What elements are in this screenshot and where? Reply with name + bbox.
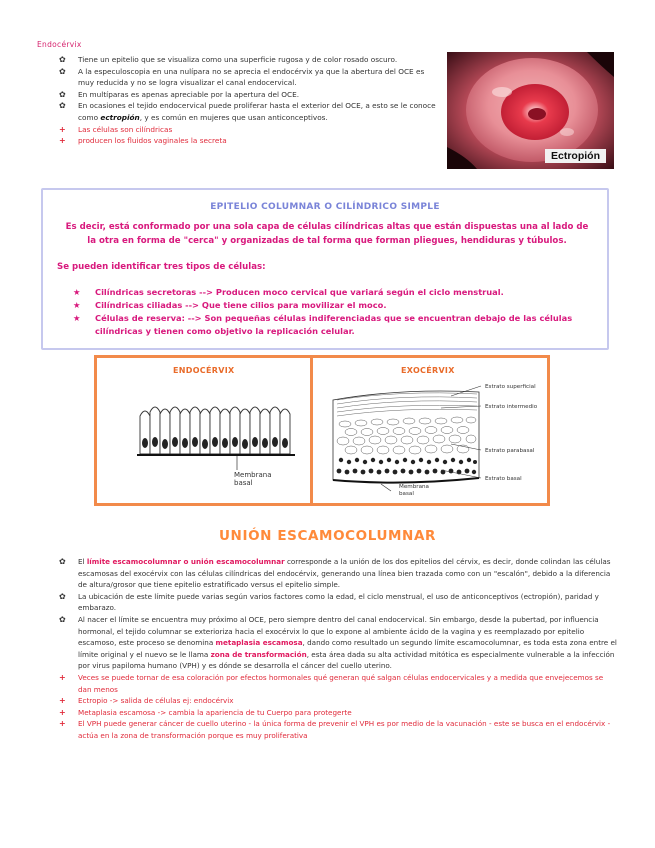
label-superficial: Estrato superficial <box>485 384 536 390</box>
flower-bullet-icon: ✿ <box>59 614 66 624</box>
red-note: + Ectropio -> salida de células ej: endocérvix <box>59 696 234 706</box>
star-bullet-icon: ★ <box>73 300 81 310</box>
label-basal: Estrato basal <box>485 476 522 482</box>
flower-bullet-icon: ✿ <box>59 557 66 566</box>
label-intermediate: Estrato intermedio <box>485 404 538 410</box>
flower-bullet-icon: ✿ <box>59 101 66 111</box>
junction-list <box>38 556 618 742</box>
list-item: ★ Cilíndricas ciliadas --> Que tiene cilios para movilizar el moco. <box>73 300 387 310</box>
figures-panel <box>94 355 550 506</box>
metaplasia-term: metaplasia escamosa <box>215 638 303 648</box>
transformation-zone-term: zona de transformación <box>210 649 307 659</box>
red-note: + producen los fluidos vaginales la secreta <box>59 136 227 146</box>
exocervix-figure-title: EXOCÉRVIX <box>401 366 455 375</box>
list-item: ✿ En ocasiones el tejido endocervical puede proliferar hasta el exterior del OCE, a esto se le conoce como ectropión, y es común en mujeres que usan anticonceptivos. <box>59 101 436 122</box>
columnar-epithelium-drawing <box>137 398 297 483</box>
flower-bullet-icon: ✿ <box>59 89 66 99</box>
flower-bullet-icon: ✿ <box>59 55 66 64</box>
section-title: UNIÓN ESCAMOCOLUMNAR <box>218 528 436 544</box>
basal-membrane-label-endo: Membrana basal <box>234 471 272 487</box>
red-note: + Las células son cilíndricas <box>59 124 173 134</box>
list-item: ✿ Al nacer el límite se encuentra muy próximo al OCE, pero siempre dentro del canal endocervical. Sin embargo, desde la pubertad, por influencia hormonal, el tejido columnar se exterioriza hacia el exocérvix lo que lo expone al ambiente ácido de la vagina y es reemplazado por epitelio escamoso, este proceso se denomina metaplasia escamosa, dando como resultado un segundo límite escamocolumnar, es toda esta zona entre el límite original y el nuevo se le llama zona de transformación, esta área dada su alta actividad mitótica es especialmente vulnerable a la infección por virus papiloma humano (VPH) y es dónde se desarrolla el cáncer del cuello uterino. <box>59 614 617 671</box>
list-item: ✿ A la especuloscopia en una nulípara no se aprecia el endocérvix ya que la abertura del OCE es muy reducida y no se logra visualizar el canal endocervical. <box>59 66 425 88</box>
list-item: ★ Cilíndricas secretoras --> Producen moco cervical que variará según el ciclo menstrual. <box>73 287 504 297</box>
ectropion-photo <box>447 52 614 169</box>
intro-list <box>38 54 438 147</box>
list-item: ✿ La ubicación de este límite puede varias según varios factores como la edad, el ciclo menstrual, el uso de anticonceptivos (ectropión), paridad y embarazo. <box>59 591 599 613</box>
photo-caption: Ectropión <box>545 149 606 163</box>
plus-bullet-icon: + <box>59 672 66 682</box>
list-item: ✿ Tiene un epitelio que se visualiza como una superficie rugosa y de color rosado oscuro. <box>59 55 398 64</box>
plus-bullet-icon: + <box>59 707 66 717</box>
panel-divider <box>310 358 313 503</box>
page-header: Endocérvix <box>37 40 82 49</box>
plus-bullet-icon: + <box>59 136 66 146</box>
red-note: + El VPH puede generar cáncer de cuello uterino - la única forma de prevenir el VPH es por medio de la vacunación - este se busca en el endocérvix - actúa en la zona de transformación porque es muy proliferativa <box>59 719 611 740</box>
plus-bullet-icon: + <box>59 124 66 134</box>
plus-bullet-icon: + <box>59 719 66 729</box>
red-note: + Veces se puede tornar de esa coloración por efectos hormonales qué generan qué salgan células endocervicales y a medida que envejecemos se dan menos <box>59 672 604 694</box>
epithelium-box <box>41 188 609 350</box>
junction-term: límite escamocolumnar o unión escamocolumnar <box>86 557 285 566</box>
basal-membrane-label-exo: Membrana basal <box>399 484 429 497</box>
endocervix-figure-title: ENDOCÉRVIX <box>173 366 235 375</box>
ectropion-term: ectropión <box>100 112 140 122</box>
label-parabasal: Estrato parabasal <box>485 448 535 454</box>
list-item: ✿ El límite escamocolumnar o unión escamocolumnar corresponde a la unión de los dos epitelios del cérvix, es decir, donde colindan las células escamosas del exocérvix con las células cilíndricas del endocérvix, generando una línea bien trazada como con un "escalón", debido a la diferencia de altura/grosor que tiene epitelio estratificado versus el epitelio simple. <box>59 557 611 590</box>
red-note: + Metaplasia escamosa -> cambia la apariencia de tu Cuerpo para protegerte <box>59 707 352 717</box>
plus-bullet-icon: + <box>59 696 66 706</box>
epithelium-title: EPITELIO COLUMNAR O CILÍNDRICO SIMPLE <box>210 202 440 212</box>
flower-bullet-icon: ✿ <box>59 591 66 601</box>
epithelium-intro: Es decir, está conformado por una sola capa de células cilíndricas altas que están dispuestas una al lado de la otra en forma de "cerca" y organizadas de tal forma que forman pliegues, hendiduras y túbulos. <box>65 222 589 246</box>
list-item: ✿ En multíparas es apenas apreciable por la apertura del OCE. <box>59 89 300 99</box>
list-item: ★ Células de reserva: --> Son pequeñas células indiferenciadas que se encuentran debajo de las células cilíndricas y tienen como objetivo la replicación celular. <box>73 313 573 336</box>
star-bullet-icon: ★ <box>73 313 81 323</box>
cell-types-subtitle: Se pueden identificar tres tipos de células: <box>57 262 266 272</box>
cell-types-list <box>73 286 593 338</box>
star-bullet-icon: ★ <box>73 287 81 297</box>
flower-bullet-icon: ✿ <box>59 66 66 76</box>
